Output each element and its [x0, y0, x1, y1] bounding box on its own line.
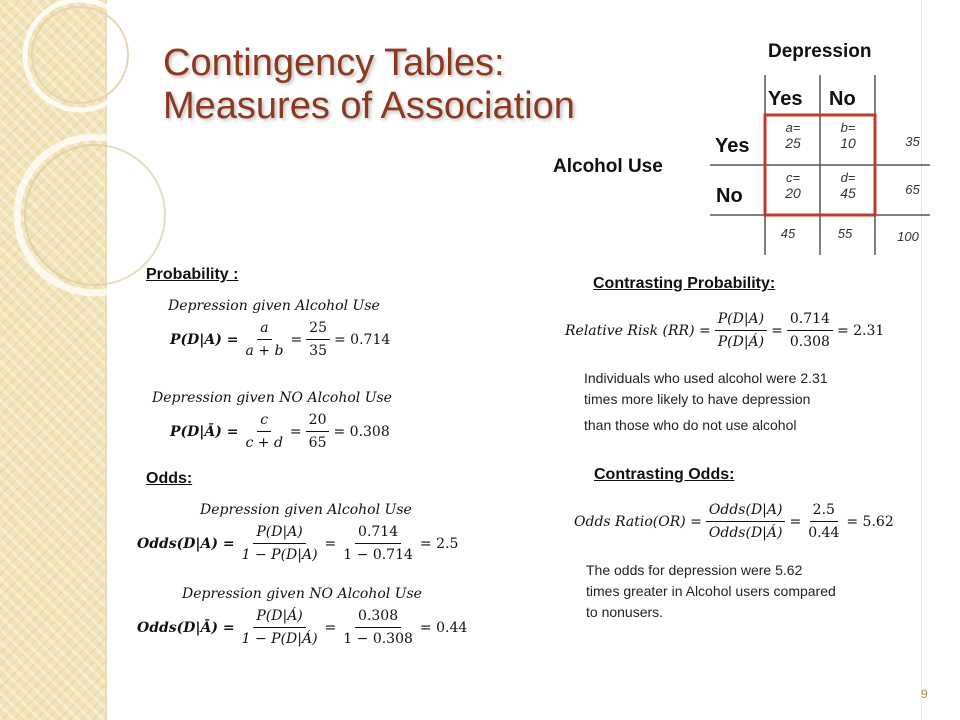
prob-frac-1-num: a	[257, 318, 271, 340]
prob-lhs-2: P(D|Ā) =	[170, 423, 239, 440]
or-frac-2-num: 2.5	[810, 500, 838, 522]
title-line-2: Measures of Association	[163, 85, 575, 127]
rr-note-line-1: Individuals who used alcohol were 2.31	[584, 370, 828, 386]
rr-frac-1-num: P(D|A)	[715, 309, 767, 331]
prob-equation-1: P(D|A) = $\frac{a}{a + b}$ = $\frac{25}{35}$ = 0.714	[170, 320, 391, 359]
cell-b	[823, 120, 873, 151]
or-frac-1	[706, 500, 786, 543]
cell-a-label: a=	[785, 120, 801, 135]
cell-d	[823, 170, 873, 201]
odds-lhs-2: Odds(D|Ā) =	[137, 619, 235, 636]
prob-frac-2-den: 35	[309, 343, 327, 359]
odds-result-1: = 2.5	[419, 535, 459, 552]
prob-result-1: = 0.714	[334, 331, 391, 348]
probability-heading: Probability :	[146, 266, 239, 283]
col2-total: 55	[837, 226, 853, 241]
odds-frac-1-den: 1 − P(D|A)	[241, 547, 318, 563]
contrasting-probability-heading: Contrasting Probability:	[593, 275, 776, 292]
rr-lhs: Relative Risk (RR) =	[565, 322, 711, 339]
or-note-line-1: The odds for depression were 5.62	[586, 562, 803, 578]
depression-header: Depression	[768, 41, 872, 62]
row-yes-header: Yes	[715, 135, 750, 157]
odds-ratio-equation: Odds Ratio(OR) = $\frac{\text{Odds(D|A)}}{\text{Odds(D|Á)}}$ = $\frac{2.5}{0.44}$ = 5.62	[574, 502, 894, 541]
rr-frac-2-num: 0.714	[787, 309, 833, 331]
or-frac-2	[805, 500, 842, 543]
or-lhs: Odds Ratio(OR) =	[574, 513, 702, 530]
or-note	[586, 560, 836, 623]
prob-caption-2: Depression given NO Alcohol Use	[152, 390, 392, 406]
prob-lhs-1: P(D|A) =	[170, 331, 239, 348]
page-number: 9	[921, 687, 928, 701]
odds-frac-3-den: 1 − P(D|Á)	[241, 631, 318, 647]
prob-frac-1	[242, 318, 286, 361]
odds-caption-2: Depression given NO Alcohol Use	[182, 586, 422, 602]
odds-frac-4	[340, 606, 416, 649]
prob-frac-1-den: a + b	[245, 343, 284, 359]
rr-frac-1-den: P(D|Á)	[717, 334, 765, 350]
title-line-1: Contingency Tables:	[163, 42, 505, 84]
rr-frac-1	[715, 309, 767, 352]
odds-heading: Odds:	[146, 470, 193, 487]
row-no-header: No	[716, 185, 743, 207]
prob-result-2: = 0.308	[333, 423, 390, 440]
cell-c	[768, 170, 818, 201]
cell-c-value: 20	[785, 185, 801, 201]
relative-risk-equation: Relative Risk (RR) = $\frac{P(D|A)}{P(D|Á)}$ = $\frac{0.714}{0.308}$ = 2.31	[565, 311, 885, 350]
prob-frac-4	[306, 410, 330, 453]
odds-frac-2-den: 1 − 0.714	[343, 547, 413, 563]
prob-frac-2-num: 25	[306, 318, 330, 340]
grand-total: 100	[897, 229, 919, 244]
prob-frac-2	[306, 318, 330, 361]
col1-total: 45	[780, 226, 796, 241]
or-frac-1-den: Odds(D|Á)	[708, 525, 783, 541]
row1-total: 35	[905, 134, 920, 149]
prob-frac-4-num: 20	[306, 410, 330, 432]
cell-d-label: d=	[840, 170, 856, 185]
or-frac-2-den: 0.44	[808, 525, 840, 541]
cell-d-value: 45	[840, 185, 856, 201]
cell-a-value: 25	[785, 135, 801, 151]
rr-note-line-2: times more likely to have depression	[584, 391, 811, 407]
odds-frac-4-num: 0.308	[355, 606, 401, 628]
prob-caption-1: Depression given Alcohol Use	[168, 298, 380, 314]
odds-equation-2: Odds(D|Ā) = $\frac{P(D|Á)}{1 - P(D|Á)}$ = $\frac{0.308}{1 - 0.308}$ = 0.44	[137, 608, 468, 647]
prob-equation-2: P(D|Ā) = $\frac{c}{c + d}$ = $\frac{20}{65}$ = 0.308	[170, 412, 390, 451]
rr-note-line-3: than those who do not use alcohol	[584, 417, 797, 433]
odds-frac-2-num: 0.714	[355, 522, 401, 544]
row2-total: 65	[905, 182, 920, 197]
odds-frac-3	[239, 606, 321, 649]
cell-b-label: b=	[840, 120, 856, 135]
prob-frac-4-den: 65	[308, 435, 327, 451]
col-yes-header: Yes	[768, 88, 803, 110]
or-result: = 5.62	[846, 513, 894, 530]
cell-c-label: c=	[785, 170, 801, 185]
rr-note	[584, 368, 828, 436]
rr-frac-2	[787, 309, 833, 352]
odds-equation-1: Odds(D|A) = $\frac{P(D|A)}{1 - P(D|A)}$ = $\frac{0.714}{1 - 0.714}$ = 2.5	[137, 524, 459, 563]
rr-frac-2-den: 0.308	[789, 334, 830, 350]
or-note-line-2: times greater in Alcohol users compared	[586, 583, 836, 599]
prob-frac-3	[242, 410, 285, 453]
col-no-header: No	[829, 88, 856, 110]
or-frac-1-num: Odds(D|A)	[706, 500, 786, 522]
odds-frac-3-num: P(D|Á)	[253, 606, 305, 628]
odds-lhs-1: Odds(D|A) =	[137, 535, 235, 552]
alcohol-use-header: Alcohol Use	[553, 156, 663, 177]
odds-caption-1: Depression given Alcohol Use	[200, 502, 412, 518]
or-note-line-3: to nonusers.	[586, 604, 664, 620]
odds-frac-4-den: 1 − 0.308	[343, 631, 413, 647]
cell-a	[768, 120, 818, 151]
rr-result: = 2.31	[836, 322, 885, 339]
odds-frac-1	[239, 522, 321, 565]
contrasting-odds-heading: Contrasting Odds:	[594, 466, 735, 483]
prob-frac-3-num: c	[257, 410, 271, 432]
odds-result-2: = 0.44	[419, 619, 468, 636]
odds-frac-1-num: P(D|A)	[253, 522, 305, 544]
cell-b-value: 10	[840, 135, 856, 151]
odds-frac-2	[340, 522, 416, 565]
prob-frac-3-den: c + d	[245, 435, 283, 451]
